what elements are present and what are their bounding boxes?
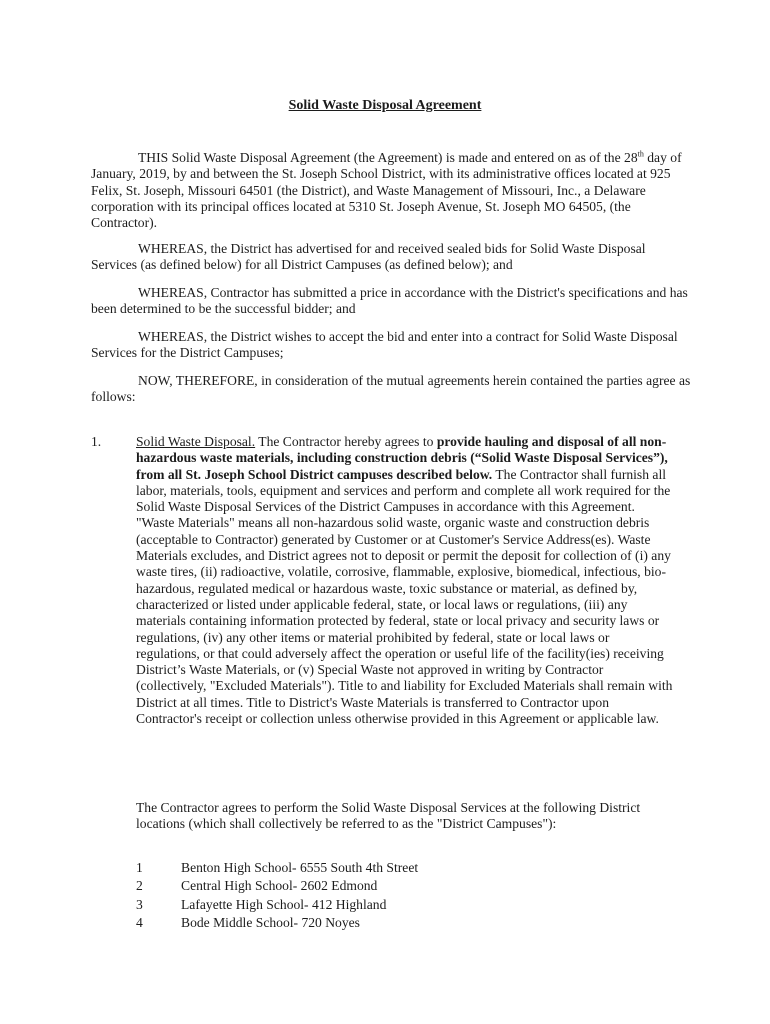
- section-1-heading: Solid Waste Disposal.: [136, 434, 256, 449]
- campus-number: 1: [136, 860, 143, 875]
- now-therefore: [91, 373, 691, 406]
- section-1-body: The Contractor shall furnish all labor, materials, tools, equipment and services and perform and complete all work required for the Solid Waste Disposal Services of the District Campuses in accordance with this Agreement. "Waste Materials" means all non-hazardous solid waste, organic waste and construction debris (acceptable to Contractor) generated by Customer or at Customer's Service Address(es). Waste Materials excludes, and District agrees not to deposit or permit the deposit for collection of (i) any waste tires, (ii) radioactive, volatile, corrosive, flammable, explosive, biomedical, infectious, bio-hazardous, regulated medical or hazardous waste, toxic substance or material, as defined by, characterized or listed under applicable federal, state, or local laws or regulations, (iii) any materials containing information protected by federal, state or local privacy and security laws or regulations, (iv) any other items or material prohibited by federal, state or local laws or regulations, or that could adversely affect the operation or useful life of the facility(ies) receiving District’s Waste Materials, or (v) Special Waste not approved in writing by Contractor (collectively, "Excluded Materials"). Title to and liability for Excluded Materials shall remain with District at all times. Title to District's Waste Materials is transferred to Contractor upon Contractor's receipt or collection unless otherwise provided in this Agreement or applicable law.: [136, 466, 673, 727]
- section-1-number: 1.: [91, 434, 102, 449]
- campus-row: [136, 860, 636, 878]
- campus-list: [136, 860, 636, 933]
- whereas-3-text: WHEREAS, the District wishes to accept the bid and enter into a contract for Solid Waste Disposal Services for the District Campuses;: [91, 329, 678, 361]
- campus-row: [136, 897, 636, 915]
- whereas-3: [91, 329, 691, 362]
- campus-name: Central High School- 2602 Edmond: [181, 878, 378, 894]
- intro-paragraph: [91, 150, 691, 231]
- campus-number: 4: [136, 914, 143, 930]
- whereas-1-text: WHEREAS, the District has advertised for and received sealed bids for Solid Waste Disposal Services (as defined below) for all District Campuses (as defined below); and: [91, 241, 646, 273]
- now-therefore-text: NOW, THEREFORE, in consideration of the mutual agreements herein contained the parties agree as follows:: [91, 373, 691, 405]
- campus-name: Lafayette High School- 412 Highland: [181, 896, 387, 912]
- section-1-lead: The Contractor hereby agrees to: [255, 434, 437, 449]
- campus-name: Benton High School- 6555 South 4th Street: [181, 860, 419, 875]
- whereas-2: [91, 285, 691, 318]
- section-1-bold: provide hauling and disposal of all non-hazardous waste materials, including construction debris (“Solid Waste Disposal Services”), from all St. Joseph School District campuses described below.: [136, 434, 668, 482]
- campus-number: 3: [136, 896, 143, 912]
- intro-text-a: THIS Solid Waste Disposal Agreement (the Agreement) is made and entered on as of the: [138, 150, 621, 165]
- campus-name: Bode Middle School- 720 Noyes: [181, 914, 360, 930]
- locations-intro-text: The Contractor agrees to perform the Solid Waste Disposal Services at the following District locations (which shall collectively be referred to as the "District Campuses"):: [136, 800, 641, 832]
- campus-number: 2: [136, 878, 143, 894]
- intro-text-b: day of January, 2019, by and between the St. Joseph School District, with its administrative offices located at 925 Felix, St. Joseph, Missouri 64501 (the District), and Waste Management of Missouri, Inc., a Delaware corporation with its principal offices located at 5310 St. Joseph Avenue, St. Joseph MO 64505, (the Contractor).: [91, 150, 682, 231]
- intro-day-suffix: th: [637, 149, 644, 159]
- campus-row: [136, 915, 636, 933]
- whereas-2-text: WHEREAS, Contractor has submitted a price in accordance with the District's specifications and has been determined to be the successful bidder; and: [91, 285, 688, 317]
- document-title: Solid Waste Disposal Agreement: [288, 98, 482, 113]
- section-1: [136, 434, 676, 727]
- intro-day: 28: [624, 150, 638, 165]
- campus-row: [136, 878, 636, 896]
- whereas-1: [91, 241, 691, 274]
- locations-intro: [136, 800, 676, 833]
